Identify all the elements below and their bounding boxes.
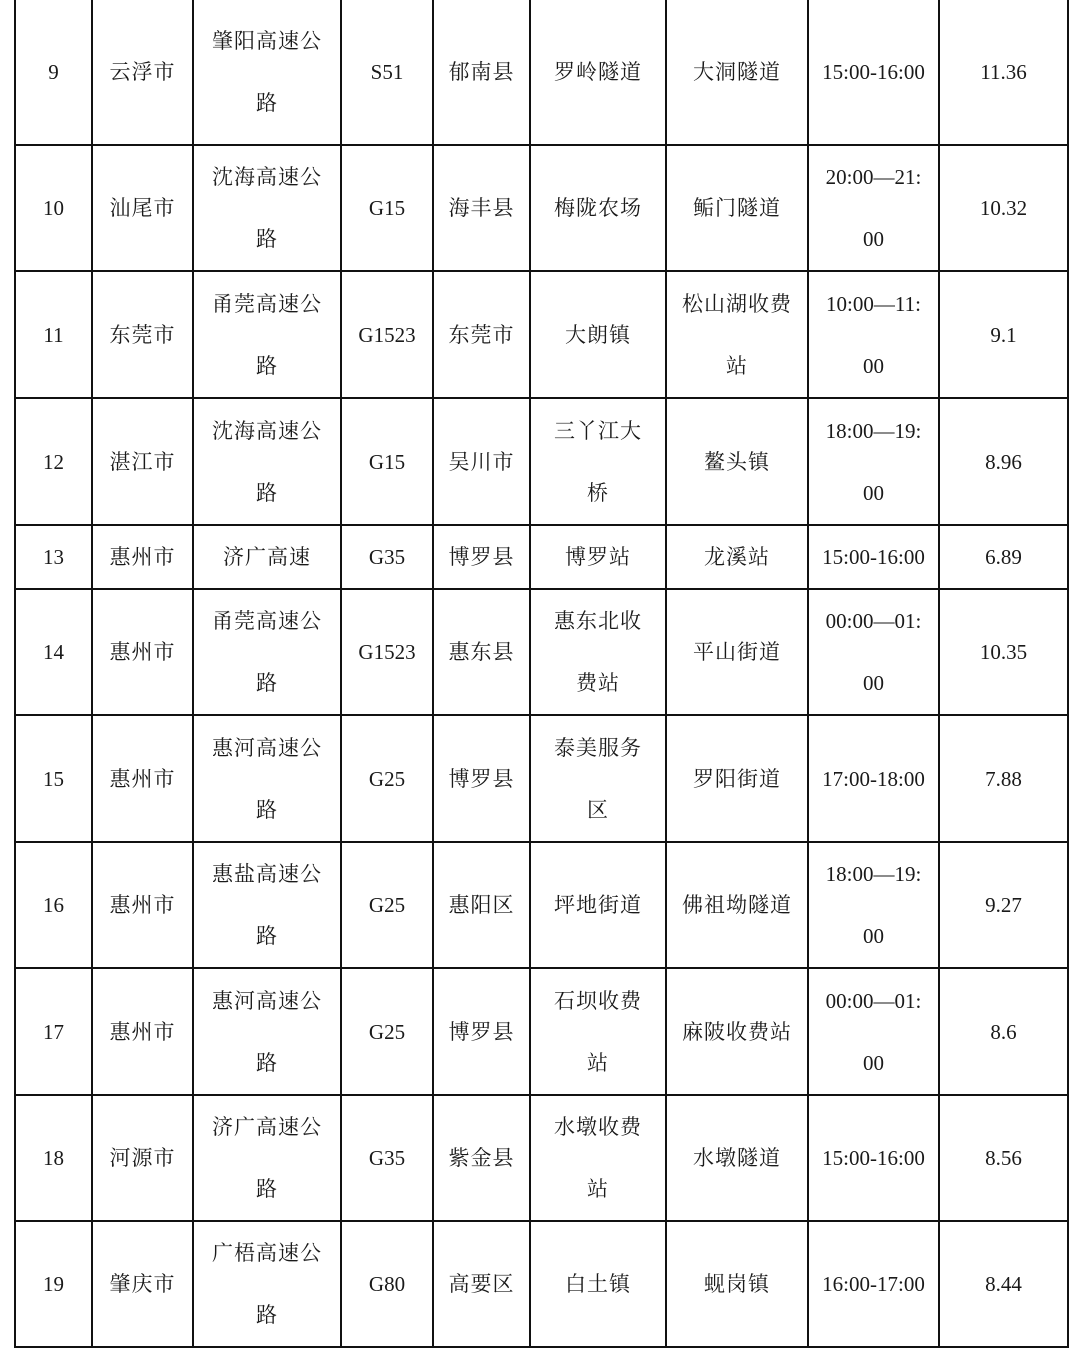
cell-start-point-line1: 水墩收费 [554, 1115, 642, 1139]
cell-length-km: 11.36 [939, 0, 1068, 145]
cell-road-line1: 惠河高速公 [212, 988, 322, 1013]
cell-end-point [666, 589, 808, 715]
cell-end-point [666, 968, 808, 1095]
cell-start-point-line2: 站 [587, 1050, 609, 1075]
table-row [15, 525, 1068, 589]
cell-start-point-line2: 区 [587, 797, 609, 822]
cell-road-code: G25 [341, 842, 433, 968]
table-row [15, 271, 1068, 398]
cell-road-line2: 路 [256, 227, 278, 251]
cell-road-line1: 肇阳高速公 [212, 29, 322, 53]
cell-road-line1: 沈海高速公 [212, 165, 322, 189]
cell-number: 9 [15, 0, 92, 145]
cell-time-window-line1: 15:00-16:00 [822, 545, 925, 569]
cell-length-km: 8.56 [939, 1095, 1068, 1221]
cell-road-line2: 路 [256, 1050, 278, 1075]
cell-start-point-line2: 费站 [576, 671, 620, 695]
data-table [14, 0, 1069, 1348]
cell-end-point-line1: 鳌头镇 [704, 449, 770, 474]
table-row [15, 842, 1068, 968]
cell-time-window [808, 842, 939, 968]
cell-road-code: G25 [341, 968, 433, 1095]
cell-county: 吴川市 [433, 398, 530, 525]
cell-road [193, 1095, 341, 1221]
cell-city: 东莞市 [92, 271, 193, 398]
cell-length-km: 8.6 [939, 968, 1068, 1095]
cell-end-point-line1: 蚬岗镇 [704, 1272, 770, 1296]
cell-start-point-line2: 桥 [587, 480, 609, 505]
cell-start-point-line1: 罗岭隧道 [554, 60, 642, 84]
cell-time-window [808, 145, 939, 271]
cell-road-line1: 沈海高速公 [212, 418, 322, 443]
cell-end-point [666, 525, 808, 589]
cell-time-window [808, 398, 939, 525]
cell-city: 肇庆市 [92, 1221, 193, 1347]
cell-county: 高要区 [433, 1221, 530, 1347]
cell-start-point [530, 1095, 666, 1221]
cell-time-window-line2: 00 [863, 353, 884, 378]
cell-road [193, 145, 341, 271]
cell-road-code: S51 [341, 0, 433, 145]
cell-length-km: 6.89 [939, 525, 1068, 589]
cell-city: 惠州市 [92, 589, 193, 715]
cell-time-window [808, 968, 939, 1095]
cell-road [193, 525, 341, 589]
cell-start-point-line1: 泰美服务 [554, 735, 642, 760]
cell-road [193, 398, 341, 525]
cell-county: 惠阳区 [433, 842, 530, 968]
cell-road-line2: 路 [256, 1177, 278, 1201]
cell-number: 19 [15, 1221, 92, 1347]
table-row [15, 589, 1068, 715]
cell-start-point [530, 715, 666, 842]
cell-time-window-line1: 16:00-17:00 [822, 1272, 925, 1296]
cell-road-code: G1523 [341, 589, 433, 715]
cell-city: 汕尾市 [92, 145, 193, 271]
cell-end-point-line1: 麻陂收费站 [682, 1019, 792, 1044]
cell-time-window-line1: 15:00-16:00 [822, 60, 925, 84]
cell-end-point-line1: 罗阳街道 [693, 766, 781, 791]
cell-road-line2: 路 [256, 353, 278, 378]
cell-end-point-line2: 站 [726, 353, 748, 378]
cell-start-point [530, 398, 666, 525]
cell-road-line1: 广梧高速公 [212, 1241, 322, 1265]
cell-road-line2: 路 [256, 91, 278, 115]
cell-length-km: 8.44 [939, 1221, 1068, 1347]
cell-length-km: 10.35 [939, 589, 1068, 715]
cell-number: 18 [15, 1095, 92, 1221]
cell-county: 博罗县 [433, 968, 530, 1095]
cell-start-point-line1: 梅陇农场 [554, 196, 642, 220]
cell-county: 郁南县 [433, 0, 530, 145]
cell-road-code: G1523 [341, 271, 433, 398]
table-row [15, 145, 1068, 271]
cell-city: 惠州市 [92, 525, 193, 589]
cell-number: 13 [15, 525, 92, 589]
cell-end-point [666, 1221, 808, 1347]
cell-time-window [808, 589, 939, 715]
cell-city: 惠州市 [92, 968, 193, 1095]
cell-time-window-line1: 15:00-16:00 [822, 1146, 925, 1170]
cell-county: 海丰县 [433, 145, 530, 271]
cell-county: 博罗县 [433, 715, 530, 842]
cell-road [193, 968, 341, 1095]
cell-time-window [808, 715, 939, 842]
cell-number: 16 [15, 842, 92, 968]
cell-road [193, 1221, 341, 1347]
cell-city: 惠州市 [92, 842, 193, 968]
cell-number: 10 [15, 145, 92, 271]
cell-city: 河源市 [92, 1095, 193, 1221]
cell-start-point-line1: 博罗站 [565, 545, 631, 569]
cell-road-code: G80 [341, 1221, 433, 1347]
cell-end-point-line1: 松山湖收费 [682, 291, 792, 316]
cell-length-km: 8.96 [939, 398, 1068, 525]
cell-start-point-line1: 惠东北收 [554, 609, 642, 633]
table-row [15, 0, 1068, 145]
cell-start-point-line1: 坪地街道 [554, 893, 642, 917]
cell-road-line1: 济广高速公 [212, 1115, 322, 1139]
cell-start-point-line1: 三丫江大 [554, 418, 642, 443]
cell-end-point [666, 715, 808, 842]
cell-time-window [808, 525, 939, 589]
table-row [15, 1221, 1068, 1347]
cell-number: 15 [15, 715, 92, 842]
cell-road-code: G25 [341, 715, 433, 842]
cell-length-km: 10.32 [939, 145, 1068, 271]
cell-county: 博罗县 [433, 525, 530, 589]
cell-end-point [666, 398, 808, 525]
cell-time-window [808, 1095, 939, 1221]
cell-road [193, 715, 341, 842]
cell-length-km: 9.1 [939, 271, 1068, 398]
cell-time-window-line2: 00 [863, 1050, 884, 1075]
cell-time-window [808, 0, 939, 145]
cell-time-window [808, 1221, 939, 1347]
cell-start-point-line1: 白土镇 [565, 1272, 631, 1296]
cell-time-window [808, 271, 939, 398]
cell-end-point [666, 0, 808, 145]
cell-time-window-line1: 00:00—01: [825, 609, 922, 633]
cell-number: 12 [15, 398, 92, 525]
cell-end-point-line1: 水墩隧道 [693, 1146, 781, 1170]
cell-county: 紫金县 [433, 1095, 530, 1221]
cell-number: 14 [15, 589, 92, 715]
cell-start-point [530, 842, 666, 968]
cell-start-point [530, 525, 666, 589]
cell-start-point [530, 1221, 666, 1347]
cell-end-point-line1: 鲘门隧道 [693, 196, 781, 220]
cell-road [193, 271, 341, 398]
cell-road-line1: 甬莞高速公 [212, 291, 322, 316]
cell-city: 云浮市 [92, 0, 193, 145]
cell-city: 湛江市 [92, 398, 193, 525]
cell-road-code: G15 [341, 145, 433, 271]
cell-road-line2: 路 [256, 1303, 278, 1327]
table-row [15, 398, 1068, 525]
cell-end-point-line1: 平山街道 [693, 640, 781, 664]
cell-time-window-line1: 18:00—19: [825, 862, 922, 886]
cell-road-line2: 路 [256, 797, 278, 822]
cell-time-window-line1: 00:00—01: [825, 988, 922, 1013]
cell-start-point [530, 0, 666, 145]
cell-road-line1: 济广高速 [223, 545, 311, 569]
cell-road-line2: 路 [256, 671, 278, 695]
cell-end-point-line1: 龙溪站 [704, 545, 770, 569]
cell-start-point [530, 271, 666, 398]
cell-road-line1: 甬莞高速公 [212, 609, 322, 633]
cell-time-window-line2: 00 [863, 671, 884, 695]
cell-road-code: G35 [341, 1095, 433, 1221]
cell-length-km: 7.88 [939, 715, 1068, 842]
cell-county: 东莞市 [433, 271, 530, 398]
cell-road-line1: 惠盐高速公 [212, 862, 322, 886]
cell-road [193, 589, 341, 715]
cell-end-point-line1: 大洞隧道 [693, 60, 781, 84]
cell-start-point [530, 589, 666, 715]
cell-start-point-line1: 石坝收费 [554, 988, 642, 1013]
cell-road [193, 0, 341, 145]
cell-end-point [666, 271, 808, 398]
table-row [15, 1095, 1068, 1221]
cell-road-line2: 路 [256, 924, 278, 948]
cell-city: 惠州市 [92, 715, 193, 842]
cell-time-window-line2: 00 [863, 227, 884, 251]
cell-time-window-line1: 20:00—21: [825, 165, 922, 189]
cell-road-line2: 路 [256, 480, 278, 505]
table-row [15, 715, 1068, 842]
cell-end-point-line1: 佛祖坳隧道 [682, 893, 792, 917]
cell-start-point-line1: 大朗镇 [565, 322, 631, 347]
cell-end-point [666, 145, 808, 271]
cell-time-window-line1: 10:00—11: [826, 291, 921, 316]
cell-county: 惠东县 [433, 589, 530, 715]
cell-length-km: 9.27 [939, 842, 1068, 968]
cell-road [193, 842, 341, 968]
cell-time-window-line1: 18:00—19: [825, 418, 922, 443]
cell-number: 11 [15, 271, 92, 398]
cell-end-point [666, 842, 808, 968]
cell-road-line1: 惠河高速公 [212, 735, 322, 760]
cell-time-window-line2: 00 [863, 924, 884, 948]
cell-road-code: G35 [341, 525, 433, 589]
cell-number: 17 [15, 968, 92, 1095]
cell-start-point [530, 968, 666, 1095]
cell-start-point [530, 145, 666, 271]
cell-time-window-line2: 00 [863, 480, 884, 505]
cell-time-window-line1: 17:00-18:00 [822, 766, 925, 791]
cell-start-point-line2: 站 [587, 1177, 609, 1201]
cell-end-point [666, 1095, 808, 1221]
cell-road-code: G15 [341, 398, 433, 525]
table-body [15, 0, 1068, 1347]
table-row [15, 968, 1068, 1095]
